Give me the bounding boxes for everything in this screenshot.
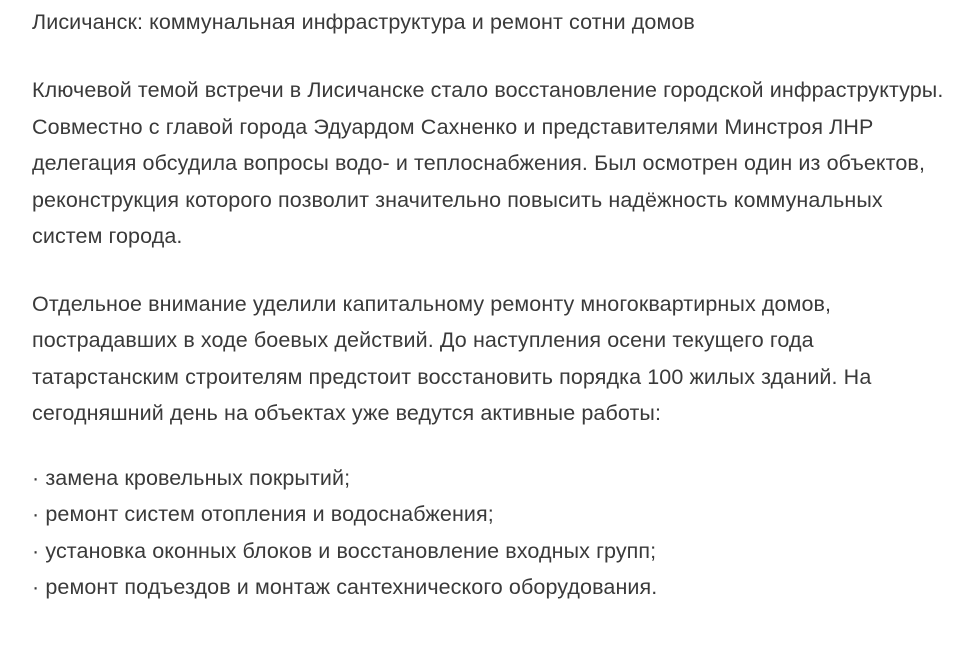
list-item-text: ремонт подъездов и монтаж сантехнического оборудования. — [45, 575, 658, 599]
list-item — [32, 533, 946, 570]
works-list — [32, 460, 946, 606]
bullet-marker: · — [32, 502, 40, 526]
list-item — [32, 496, 946, 533]
list-item — [32, 460, 946, 497]
list-item-text: установка оконных блоков и восстановление входных групп; — [45, 538, 657, 563]
list-item-text: замена кровельных покрытий; — [45, 465, 351, 490]
list-item-text: ремонт систем отопления и водоснабжения; — [45, 502, 494, 526]
bullet-marker: · — [32, 538, 40, 563]
article-paragraph: Ключевой темой встречи в Лисичанске стало восстановление городской инфраструктуры. Совместно с главой города Эдуардом Сахненко и представителями Минстроя ЛНР делегация обсудила вопросы водо- и теплоснабжения. Был осмотрен один из объектов, реконструкция которого позволит значительно повысить надёжность коммунальных систем города. — [32, 78, 944, 248]
article-title: Лисичанск: коммунальная инфраструктура и ремонт сотни домов — [32, 10, 695, 34]
bullet-marker: · — [32, 465, 40, 490]
list-item — [32, 569, 946, 606]
bullet-marker: · — [32, 575, 40, 599]
article-paragraph: Отдельное внимание уделили капитальному ремонту многоквартирных домов, пострадавших в ходе боевых действий. До наступления осени текущего года татарстанским строителям предстоит восстановить порядка 100 жилых зданий. На сегодняшний день на объектах уже ведутся активные работы: — [32, 291, 872, 425]
